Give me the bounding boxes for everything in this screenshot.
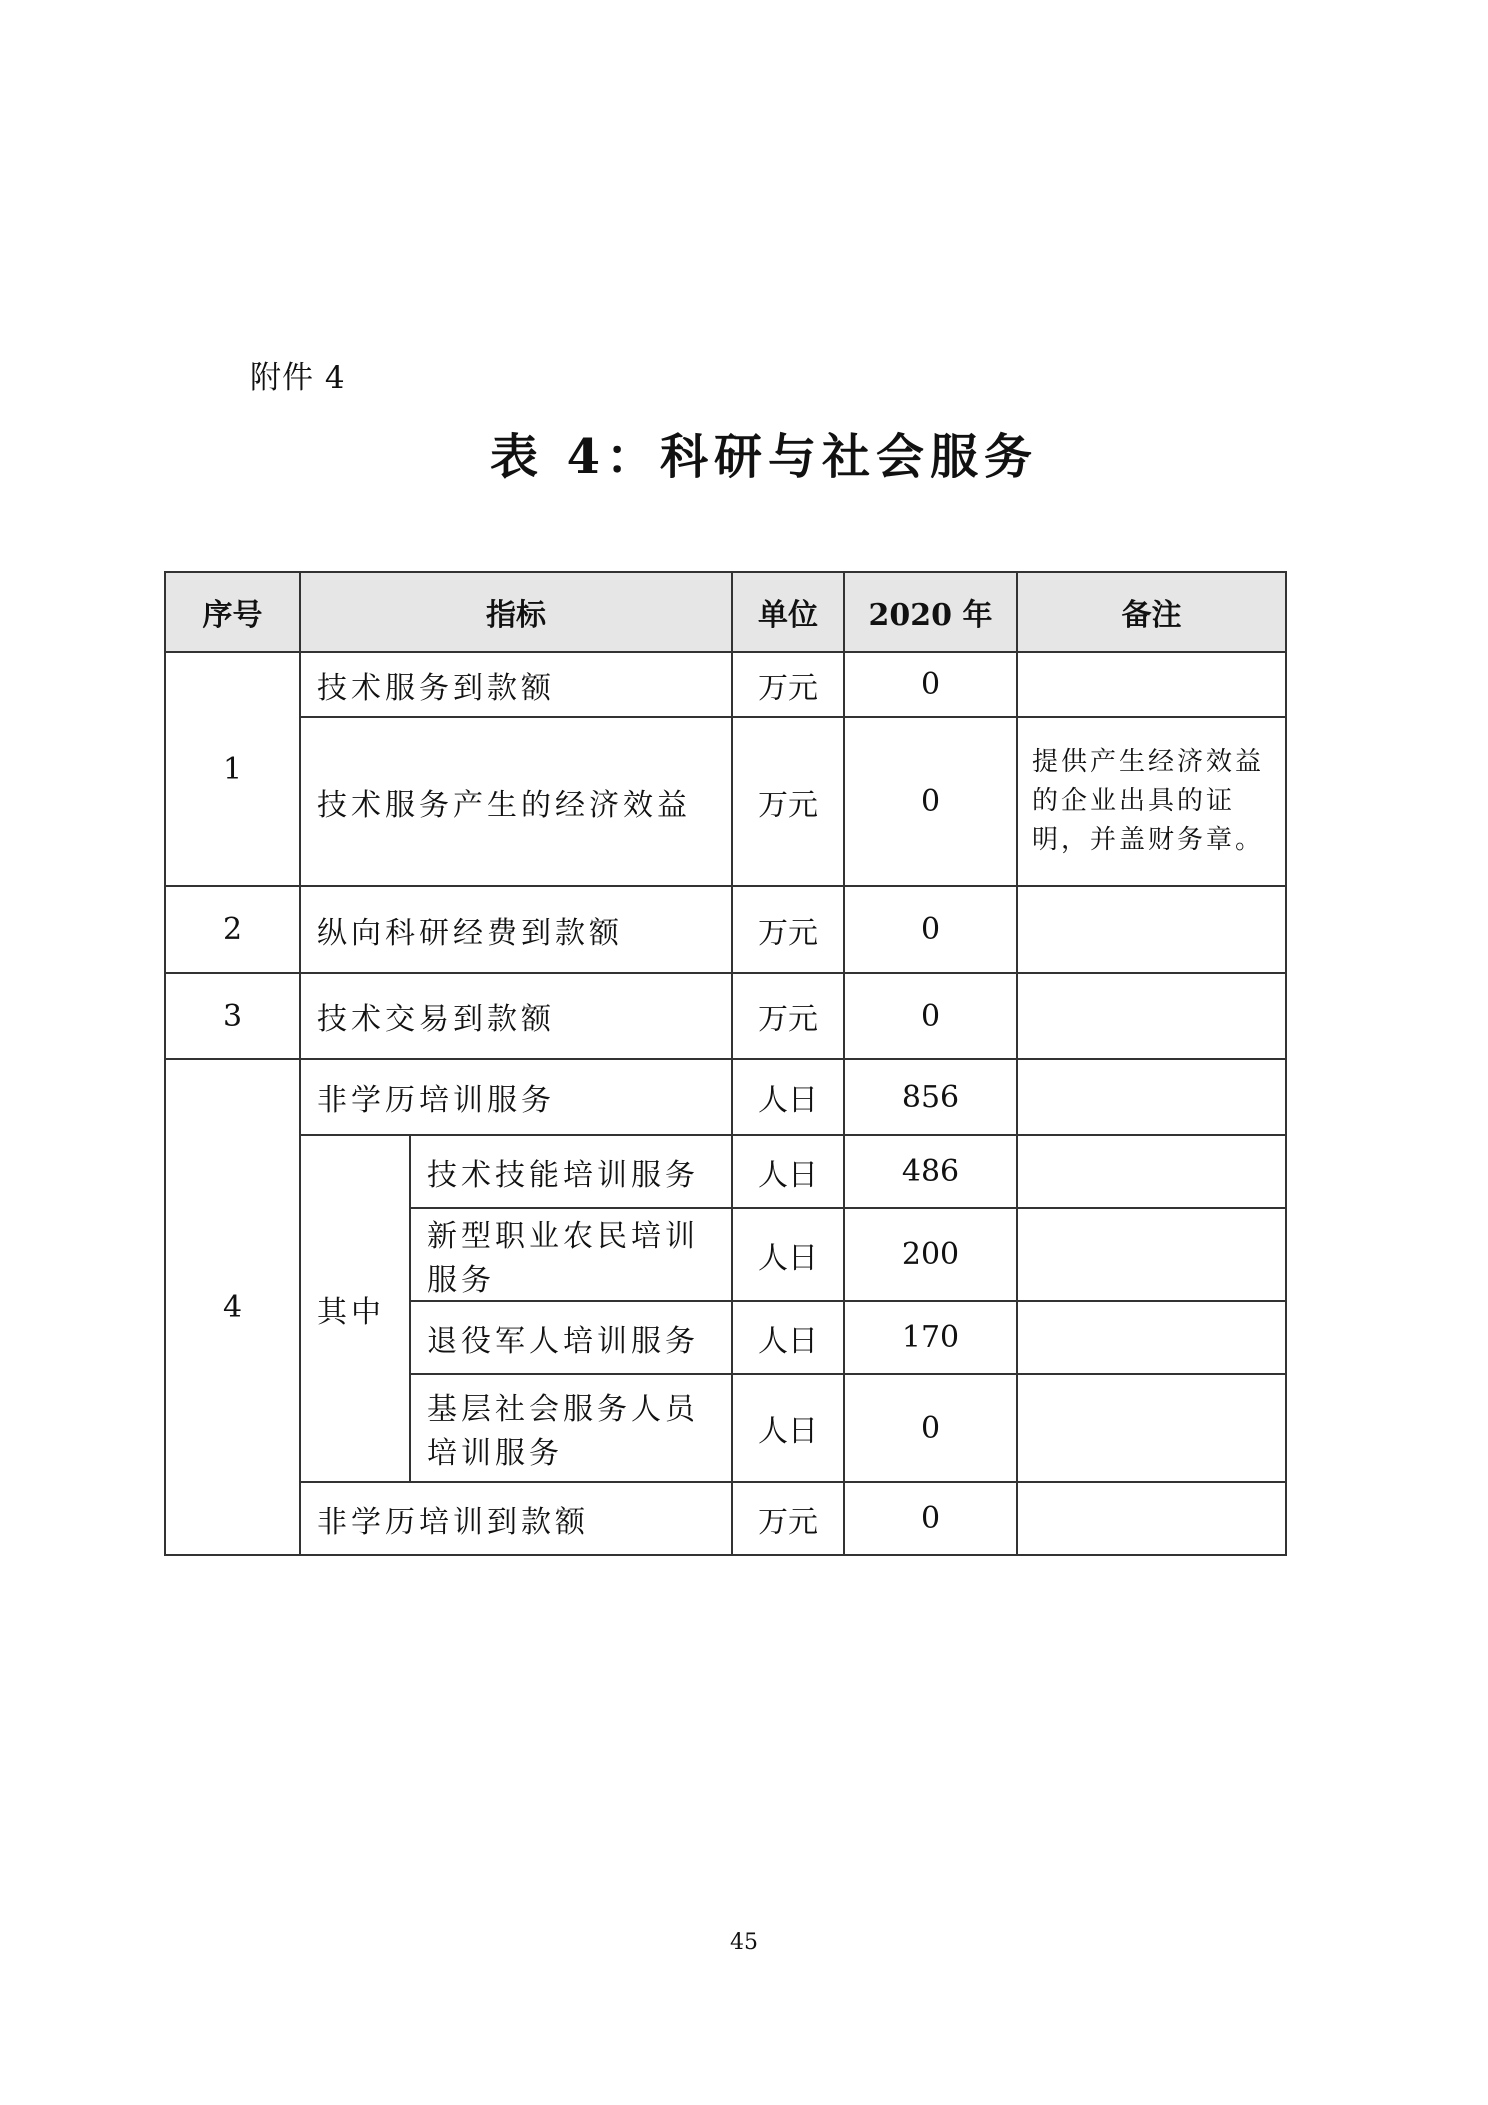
unit-cell: 万元 bbox=[732, 652, 844, 717]
note-cell bbox=[1017, 1482, 1286, 1555]
header-year: 2020 年 bbox=[844, 572, 1017, 652]
indicator-cell: 技术技能培训服务 bbox=[410, 1135, 732, 1208]
unit-cell: 人日 bbox=[732, 1208, 844, 1301]
unit-cell: 人日 bbox=[732, 1374, 844, 1482]
header-seq: 序号 bbox=[165, 572, 300, 652]
value-cell: 0 bbox=[844, 973, 1017, 1059]
note-cell: 提供产生经济效益的企业出具的证明，并盖财务章。 bbox=[1017, 717, 1286, 886]
seq-cell: 1 bbox=[165, 652, 300, 886]
seq-cell: 3 bbox=[165, 973, 300, 1059]
unit-cell: 人日 bbox=[732, 1301, 844, 1374]
unit-cell: 人日 bbox=[732, 1059, 844, 1135]
indicator-cell: 纵向科研经费到款额 bbox=[300, 886, 732, 973]
value-cell: 170 bbox=[844, 1301, 1017, 1374]
value-cell: 0 bbox=[844, 652, 1017, 717]
note-cell bbox=[1017, 652, 1286, 717]
indicator-cell: 退役军人培训服务 bbox=[410, 1301, 732, 1374]
value-cell: 486 bbox=[844, 1135, 1017, 1208]
value-cell: 0 bbox=[844, 886, 1017, 973]
indicator-cell: 基层社会服务人员培训服务 bbox=[410, 1374, 732, 1482]
value-cell: 0 bbox=[844, 1482, 1017, 1555]
header-indicator: 指标 bbox=[300, 572, 732, 652]
note-cell bbox=[1017, 1208, 1286, 1301]
attachment-label: 附件 4 bbox=[250, 360, 346, 396]
indicator-cell: 新型职业农民培训服务 bbox=[410, 1208, 732, 1301]
note-cell bbox=[1017, 1301, 1286, 1374]
seq-cell: 4 bbox=[165, 1059, 300, 1555]
unit-cell: 人日 bbox=[732, 1135, 844, 1208]
seq-cell: 2 bbox=[165, 886, 300, 973]
table-row bbox=[165, 1059, 1286, 1135]
indicator-cell: 技术交易到款额 bbox=[300, 973, 732, 1059]
unit-cell: 万元 bbox=[732, 886, 844, 973]
table-row bbox=[165, 717, 1286, 886]
unit-cell: 万元 bbox=[732, 717, 844, 886]
table-row bbox=[165, 652, 1286, 717]
page-number: 45 bbox=[730, 1930, 758, 1955]
header-note: 备注 bbox=[1017, 572, 1286, 652]
value-cell: 0 bbox=[844, 1374, 1017, 1482]
value-cell: 200 bbox=[844, 1208, 1017, 1301]
unit-cell: 万元 bbox=[732, 1482, 844, 1555]
value-cell: 856 bbox=[844, 1059, 1017, 1135]
value-cell: 0 bbox=[844, 717, 1017, 886]
table-row bbox=[165, 886, 1286, 973]
note-cell bbox=[1017, 1059, 1286, 1135]
indicator-cell: 技术服务到款额 bbox=[300, 652, 732, 717]
indicator-cell: 非学历培训服务 bbox=[300, 1059, 732, 1135]
group-cell: 其中 bbox=[300, 1135, 410, 1482]
table-header-row bbox=[165, 572, 1286, 652]
header-unit: 单位 bbox=[732, 572, 844, 652]
research-service-table bbox=[164, 571, 1287, 1556]
note-cell bbox=[1017, 1135, 1286, 1208]
table-row bbox=[165, 1135, 1286, 1208]
table-title: 表 4：科研与社会服务 bbox=[489, 429, 1039, 485]
indicator-cell: 技术服务产生的经济效益 bbox=[300, 717, 732, 886]
unit-cell: 万元 bbox=[732, 973, 844, 1059]
note-cell bbox=[1017, 886, 1286, 973]
note-cell bbox=[1017, 1374, 1286, 1482]
note-cell bbox=[1017, 973, 1286, 1059]
table-row bbox=[165, 1482, 1286, 1555]
indicator-cell: 非学历培训到款额 bbox=[300, 1482, 732, 1555]
table-row bbox=[165, 973, 1286, 1059]
